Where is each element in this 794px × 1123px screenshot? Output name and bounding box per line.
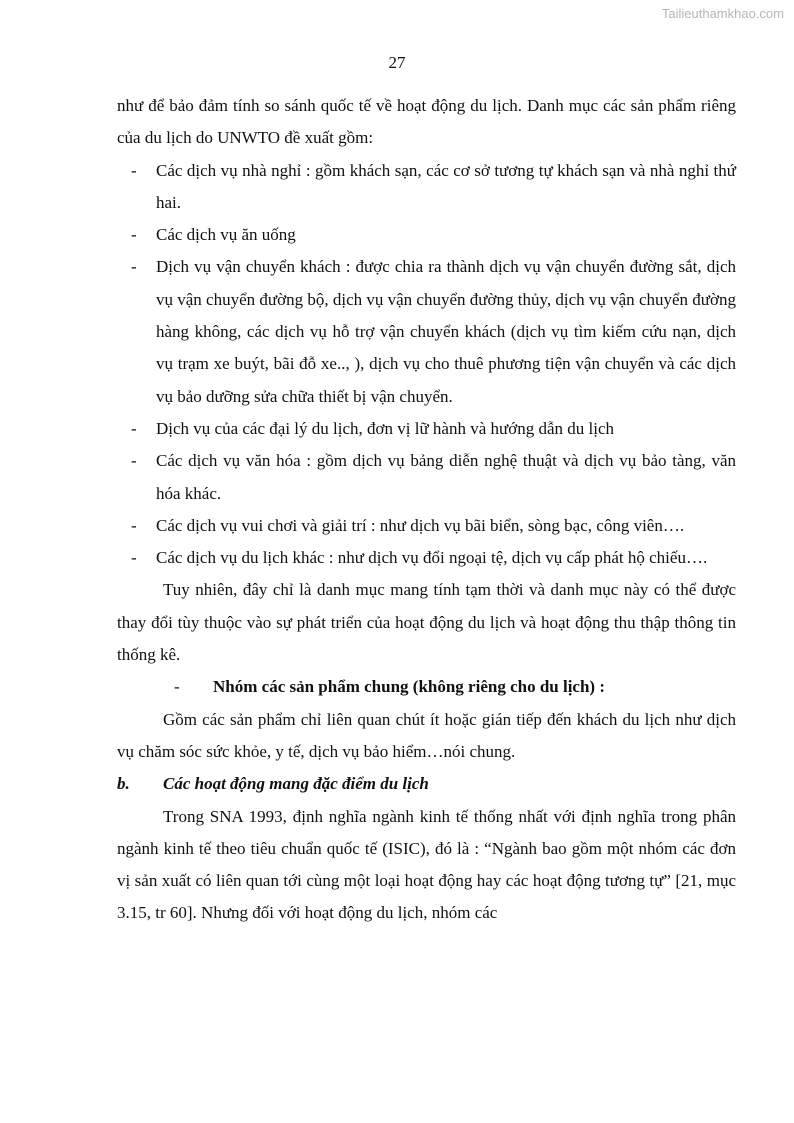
- paragraph-general-products: Gồm các sản phẩm chỉ liên quan chút ít hoặc gián tiếp đến khách du lịch như dịch vụ chăm sóc sức khỏe, y tế, dịch vụ bảo hiểm…nói chung.: [117, 709, 736, 761]
- group-heading-text: Nhóm các sản phẩm chung (không riêng cho du lịch) :: [213, 677, 606, 697]
- list-item-text: Dịch vụ của các đại lý du lịch, đơn vị lữ hành và hướng dẫn du lịch: [156, 418, 614, 438]
- list-item-text: Các dịch vụ nhà nghỉ : gồm khách sạn, các cơ sở tương tự khách sạn và nhà nghỉ thứ hai.: [156, 160, 736, 212]
- list-marker: -: [131, 451, 137, 471]
- product-list: [117, 155, 736, 575]
- list-item: [117, 413, 736, 445]
- list-marker: -: [174, 677, 180, 697]
- list-marker: -: [131, 548, 137, 568]
- list-item: [117, 251, 736, 412]
- list-item-text: Dịch vụ vận chuyển khách : được chia ra thành dịch vụ vận chuyển đường sắt, dịch vụ vận chuyển đường bộ, dịch vụ vận chuyển đường thủy, dịch vụ vận chuyển đường hàng không, các dịch vụ hỗ trợ vận chuyển khách (dịch vụ tìm kiếm cứu nạn, dịch vụ trạm xe buýt, bãi đỗ xe.., ), dịch vụ cho thuê phương tiện vận chuyển và các dịch vụ bảo dưỡng sửa chữa thiết bị vận chuyển.: [156, 257, 736, 406]
- list-item-text: Các dịch vụ du lịch khác : như dịch vụ đổi ngoại tệ, dịch vụ cấp phát hộ chiếu….: [156, 548, 708, 568]
- document-body: [117, 90, 736, 930]
- paragraph-temporary-list: Tuy nhiên, đây chỉ là danh mục mang tính tạm thời và danh mục này có thể được thay đổi tùy thuộc vào sự phát triển của hoạt động du lịch và hoạt động thu thập thông tin thống kê.: [117, 580, 736, 665]
- section-title: Các hoạt động mang đặc điểm du lịch: [163, 774, 429, 794]
- list-marker: -: [131, 160, 137, 180]
- paragraph-sna-1993: Trong SNA 1993, định nghĩa ngành kinh tế thống nhất với định nghĩa trong phân ngành kinh tế theo tiêu chuẩn quốc tế (ISIC), đó là : “Ngành bao gồm một nhóm các đơn vị sản xuất có liên quan tới cùng một loại hoạt động hay các hoạt động tương tự” [21, mục 3.15, tr 60]. Nhưng đối với hoạt động du lịch, nhóm các: [117, 806, 736, 923]
- list-item-text: Các dịch vụ văn hóa : gồm dịch vụ bảng diễn nghệ thuật và dịch vụ bảo tàng, văn hóa khác.: [156, 451, 736, 503]
- list-marker: -: [131, 257, 137, 277]
- page-number: 27: [388, 53, 406, 72]
- list-item-text: Các dịch vụ ăn uống: [156, 225, 296, 245]
- list-marker: -: [131, 515, 137, 535]
- list-item: [117, 542, 736, 574]
- list-item: [117, 155, 736, 220]
- list-marker: -: [131, 418, 137, 438]
- list-item: [117, 510, 736, 542]
- watermark: Tailieuthamkhao.com: [661, 6, 784, 21]
- group-heading: [117, 671, 736, 703]
- section-heading-b: [117, 768, 736, 800]
- list-item-text: Các dịch vụ vui chơi và giải trí : như dịch vụ bãi biển, sòng bạc, công viên….: [156, 515, 685, 535]
- list-marker: -: [131, 225, 137, 245]
- list-item: [117, 445, 736, 510]
- intro-paragraph: như để bảo đảm tính so sánh quốc tế về hoạt động du lịch. Danh mục các sản phẩm riêng của du lịch do UNWTO đề xuất gồm:: [117, 96, 736, 148]
- section-label: b.: [117, 774, 130, 794]
- list-item: [117, 219, 736, 251]
